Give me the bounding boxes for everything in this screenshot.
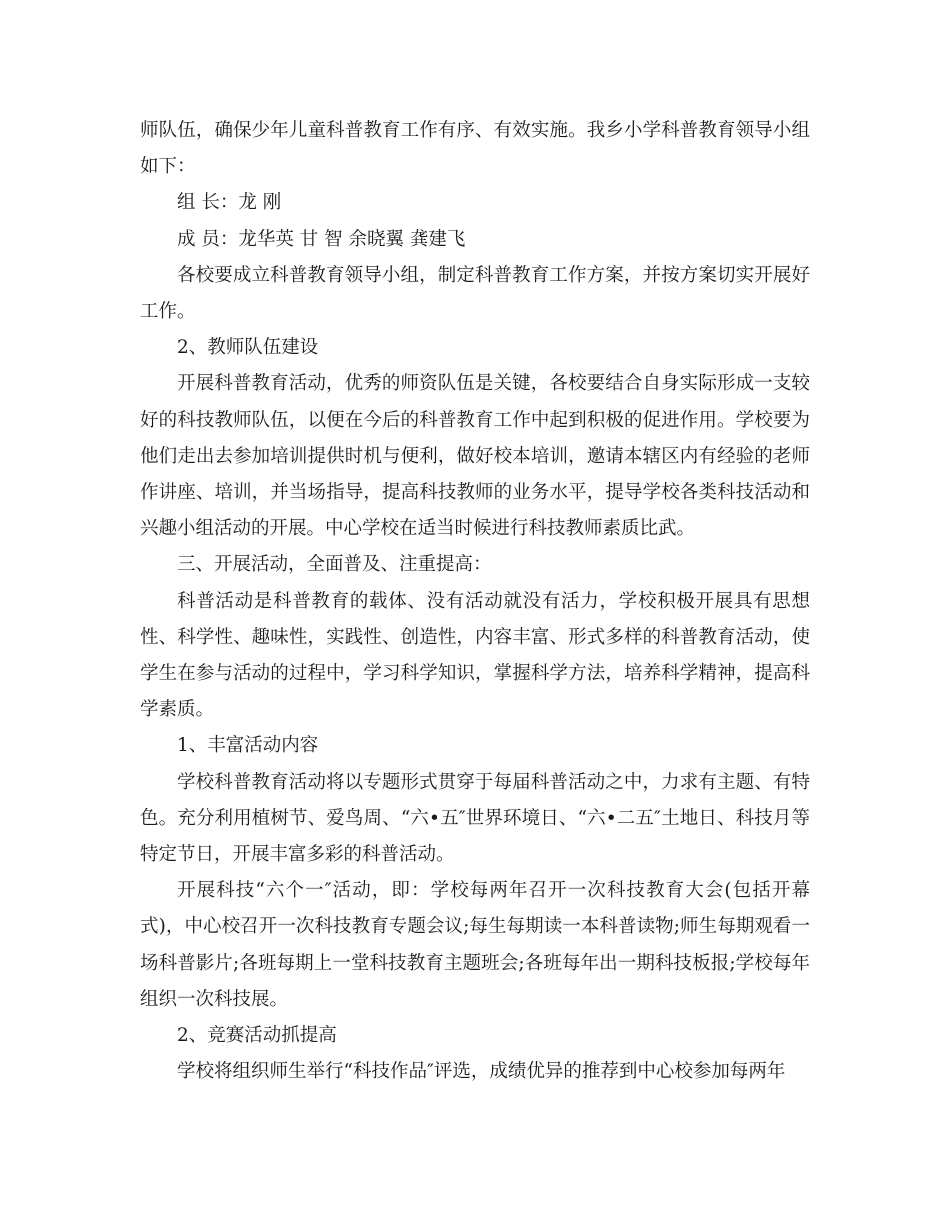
document-body xyxy=(140,113,810,1090)
paragraph-activities: 科普活动是科普教育的载体、没有活动就没有活力，学校积极开展具有思想性、科学性、趣味性，实践性、创造性，内容丰富、形式多样的科普教育活动，使学生在参与活动的过程中，学习科学知识，掌握科学方法，培养科学精神，提高科学素质。 xyxy=(140,590,810,721)
section-heading-enrich-content: 1、丰富活动内容 xyxy=(177,735,319,757)
section-heading-teacher-team: 2、教师队伍建设 xyxy=(177,337,319,359)
paragraph-group-leader: 组 长：龙 刚 xyxy=(177,192,282,214)
paragraph-continuation: 师队伍，确保少年儿童科普教育工作有序、有效实施。我乡小学科普教育领导小组如下： xyxy=(140,120,810,178)
section-heading-competitions: 2、竞赛活动抓提高 xyxy=(177,1025,337,1047)
paragraph-teacher-team: 开展科普教育活动，优秀的师资队伍是关键，各校要结合自身实际形成一支较好的科技教师队伍，以便在今后的科普教育工作中起到积极的促进作用。学校要为他们走出去参加培训提供时机与便利，做好校本培训，邀请本辖区内有经验的老师作讲座、培训，并当场指导，提高科技教师的业务水平，提导学校各类科技活动和兴趣小组活动的开展。中心学校在适当时候进行科技教师素质比武。 xyxy=(140,373,810,540)
paragraph-six-ones: 开展科技“六个一″活动，即：学校每两年召开一次科技教育大会(包括开幕式)，中心校召开一次科技教育专题会议;每生每期读一本科普读物;师生每期观看一场科普影片;各班每期上一堂科技教育主题班会;各班每年出一期科技板报;学校每年组织一次科技展。 xyxy=(140,880,810,1010)
paragraph-competitions: 学校将组织师生举行“科技作品″评选，成绩优异的推荐到中心校参加每两年 xyxy=(177,1061,786,1083)
paragraph-themed-activities: 学校科普教育活动将以专题形式贯穿于每届科普活动之中，力求有主题、有特色。充分利用植树节、爱鸟周、“六•五″世界环境日、“六•二五″土地日、科技月等特定节日，开展丰富多彩的科普活动。 xyxy=(140,771,810,866)
paragraph-group-members: 成 员：龙华英 甘 智 余晓翼 龚建飞 xyxy=(177,228,466,250)
paragraph-leadership-setup: 各校要成立科普教育领导小组，制定科普教育工作方案，并按方案切实开展好工作。 xyxy=(140,264,810,323)
section-heading-activities: 三、开展活动，全面普及、注重提高： xyxy=(177,554,492,576)
